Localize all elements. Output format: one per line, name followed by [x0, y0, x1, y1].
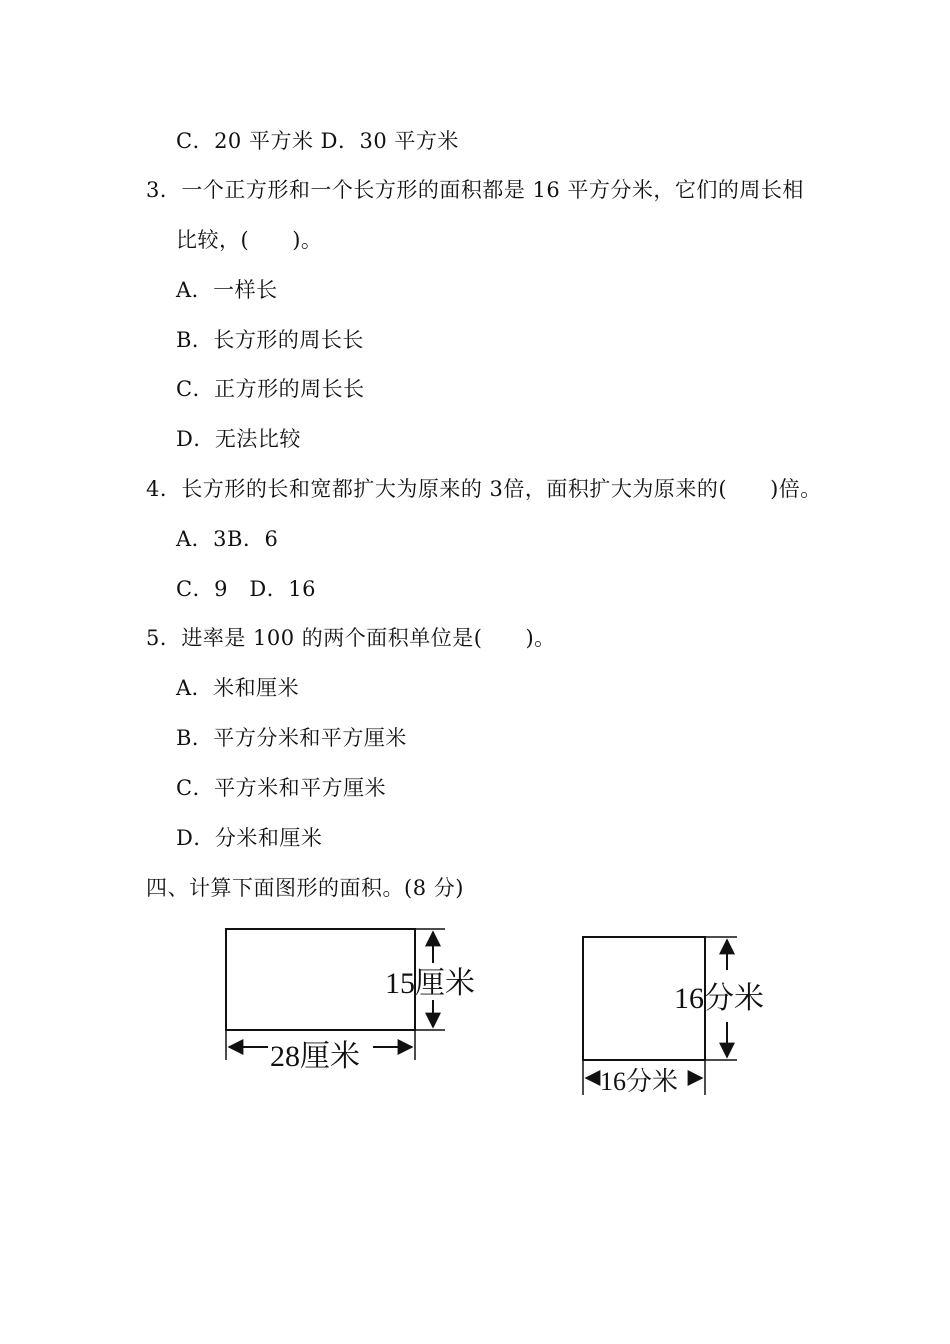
q5-option-b: B．平方分米和平方厘米: [176, 726, 407, 750]
q4-stem: 4．长方形的长和宽都扩大为原来的 3倍，面积扩大为原来的( )倍。: [146, 477, 822, 501]
q3-option-a: A．一样长: [176, 278, 278, 302]
section4-heading: 四、计算下面图形的面积。(8 分): [146, 876, 464, 900]
q4-options-cd: C．9 D．16: [176, 577, 316, 601]
q3-stem-line1: 3．一个正方形和一个长方形的面积都是 16 平方分米，它们的周长相: [146, 178, 804, 202]
square-width-label: 16分米: [600, 1067, 679, 1096]
q5-stem: 5．进率是 100 的两个面积单位是( )。: [146, 626, 556, 650]
q3-option-c: C．正方形的周长长: [176, 377, 365, 401]
rectangle-width-label: 28厘米: [270, 1040, 360, 1073]
q2-options-cd: C．20 平方米 D．30 平方米: [176, 129, 459, 153]
q5-option-a: A．米和厘米: [176, 676, 300, 700]
q3-option-d: D．无法比较: [176, 427, 301, 451]
q5-option-d: D．分米和厘米: [176, 826, 323, 850]
q3-option-b: B．长方形的周长长: [176, 328, 364, 352]
rectangle-figure: [226, 929, 475, 1073]
rectangle-height-label: 15厘米: [385, 967, 475, 1000]
q4-options-ab: A．3B．6: [176, 527, 279, 551]
q5-option-c: C．平方米和平方厘米: [176, 776, 387, 800]
q3-stem-line2: 比较，( )。: [176, 228, 323, 252]
square-height-label: 16分米: [674, 982, 764, 1015]
square-figure: [583, 937, 764, 1096]
